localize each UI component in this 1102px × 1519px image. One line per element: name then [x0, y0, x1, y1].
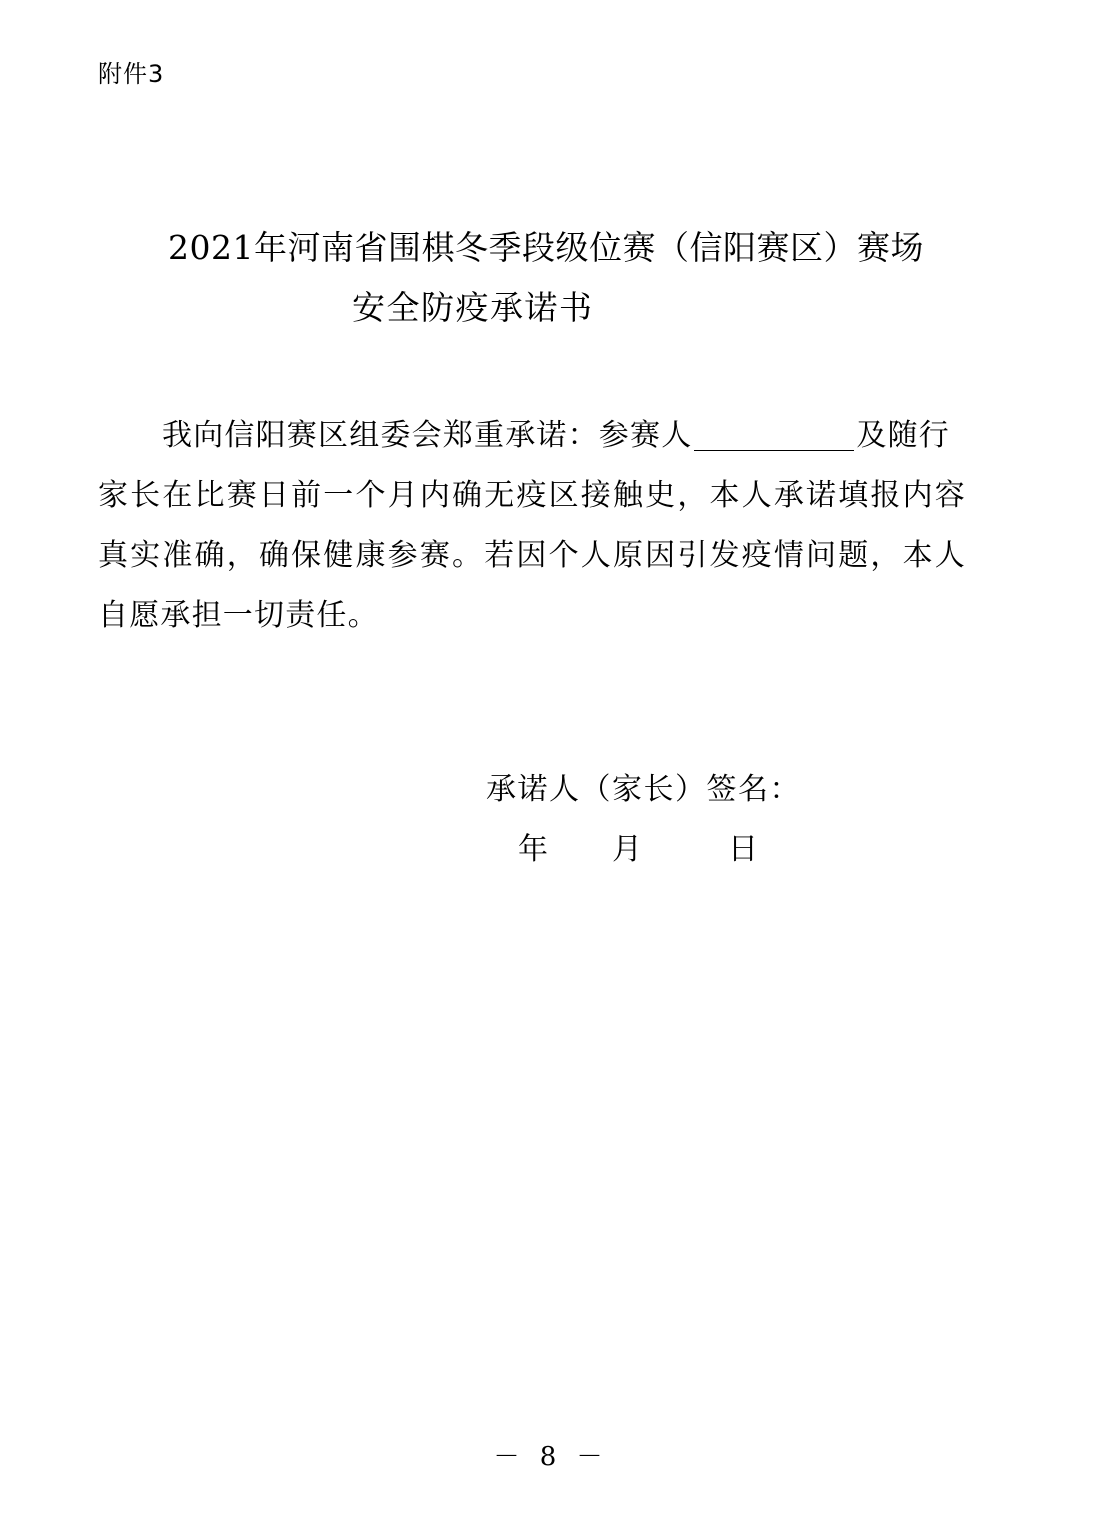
pledge-text-part1: 我向信阳赛区组委会郑重承诺：参赛人 [162, 418, 693, 453]
page-number: － 8 － [493, 1442, 609, 1472]
pledge-text-part2: 及随行 [856, 418, 951, 453]
pledge-body [98, 406, 966, 646]
document-title: 2021年河南省围棋冬季段级位赛（信阳赛区）赛场 [168, 228, 924, 267]
document-subtitle: 安全防疫承诺书 [352, 288, 594, 327]
signature-label: 承诺人（家长）签名： [486, 772, 801, 807]
pledge-text-rest: 家长在比赛日前一个月内确无疫区接触史，本人承诺填报内容真实准确，确保健康参赛。若因个人原因引发疫情问题，本人自愿承担一切责任。 [98, 478, 966, 633]
attachment-label: 附件3 [98, 60, 165, 88]
date-day-label: 日 [728, 832, 758, 867]
participant-name-blank[interactable] [694, 416, 854, 451]
pledge-first-line [98, 406, 966, 466]
date-year-label: 年 [518, 832, 548, 867]
date-month-label: 月 [612, 832, 642, 867]
